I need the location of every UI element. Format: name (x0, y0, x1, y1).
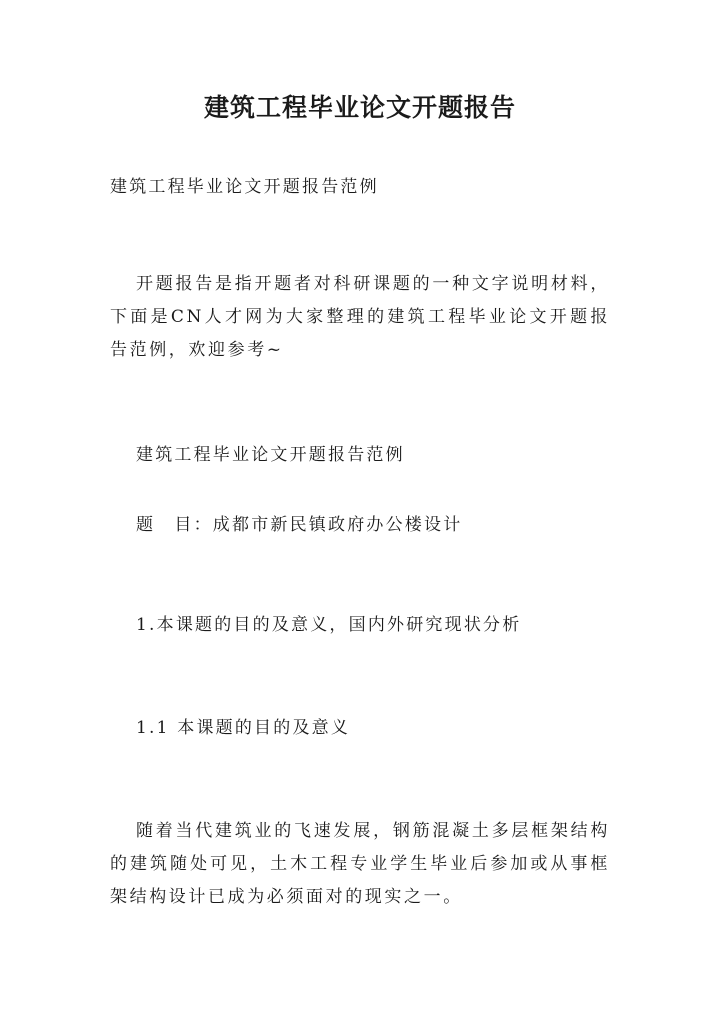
heading-1-1: 1.1 本课题的目的及意义 (136, 718, 351, 738)
section-heading: 建筑工程毕业论文开题报告范例 (136, 445, 405, 465)
document-subtitle: 建筑工程毕业论文开题报告范例 (110, 177, 379, 197)
topic-line: 题 目：成都市新民镇政府办公楼设计 (136, 515, 463, 535)
document-title: 建筑工程毕业论文开题报告 (203, 93, 516, 122)
heading-1: 1.本课题的目的及意义，国内外研究现状分析 (136, 615, 522, 635)
body-paragraph: 随着当代建筑业的飞速发展，钢筋混凝土多层框架结构的建筑随处可见，土木工程专业学生毕业后参加或从事框架结构设计已成为必须面对的现实之一。 (110, 821, 610, 907)
intro-paragraph: 开题报告是指开题者对科研课题的一种文字说明材料，下面是CN人才网为大家整理的建筑工程毕业论文开题报告范例，欢迎参考~ (110, 274, 610, 360)
